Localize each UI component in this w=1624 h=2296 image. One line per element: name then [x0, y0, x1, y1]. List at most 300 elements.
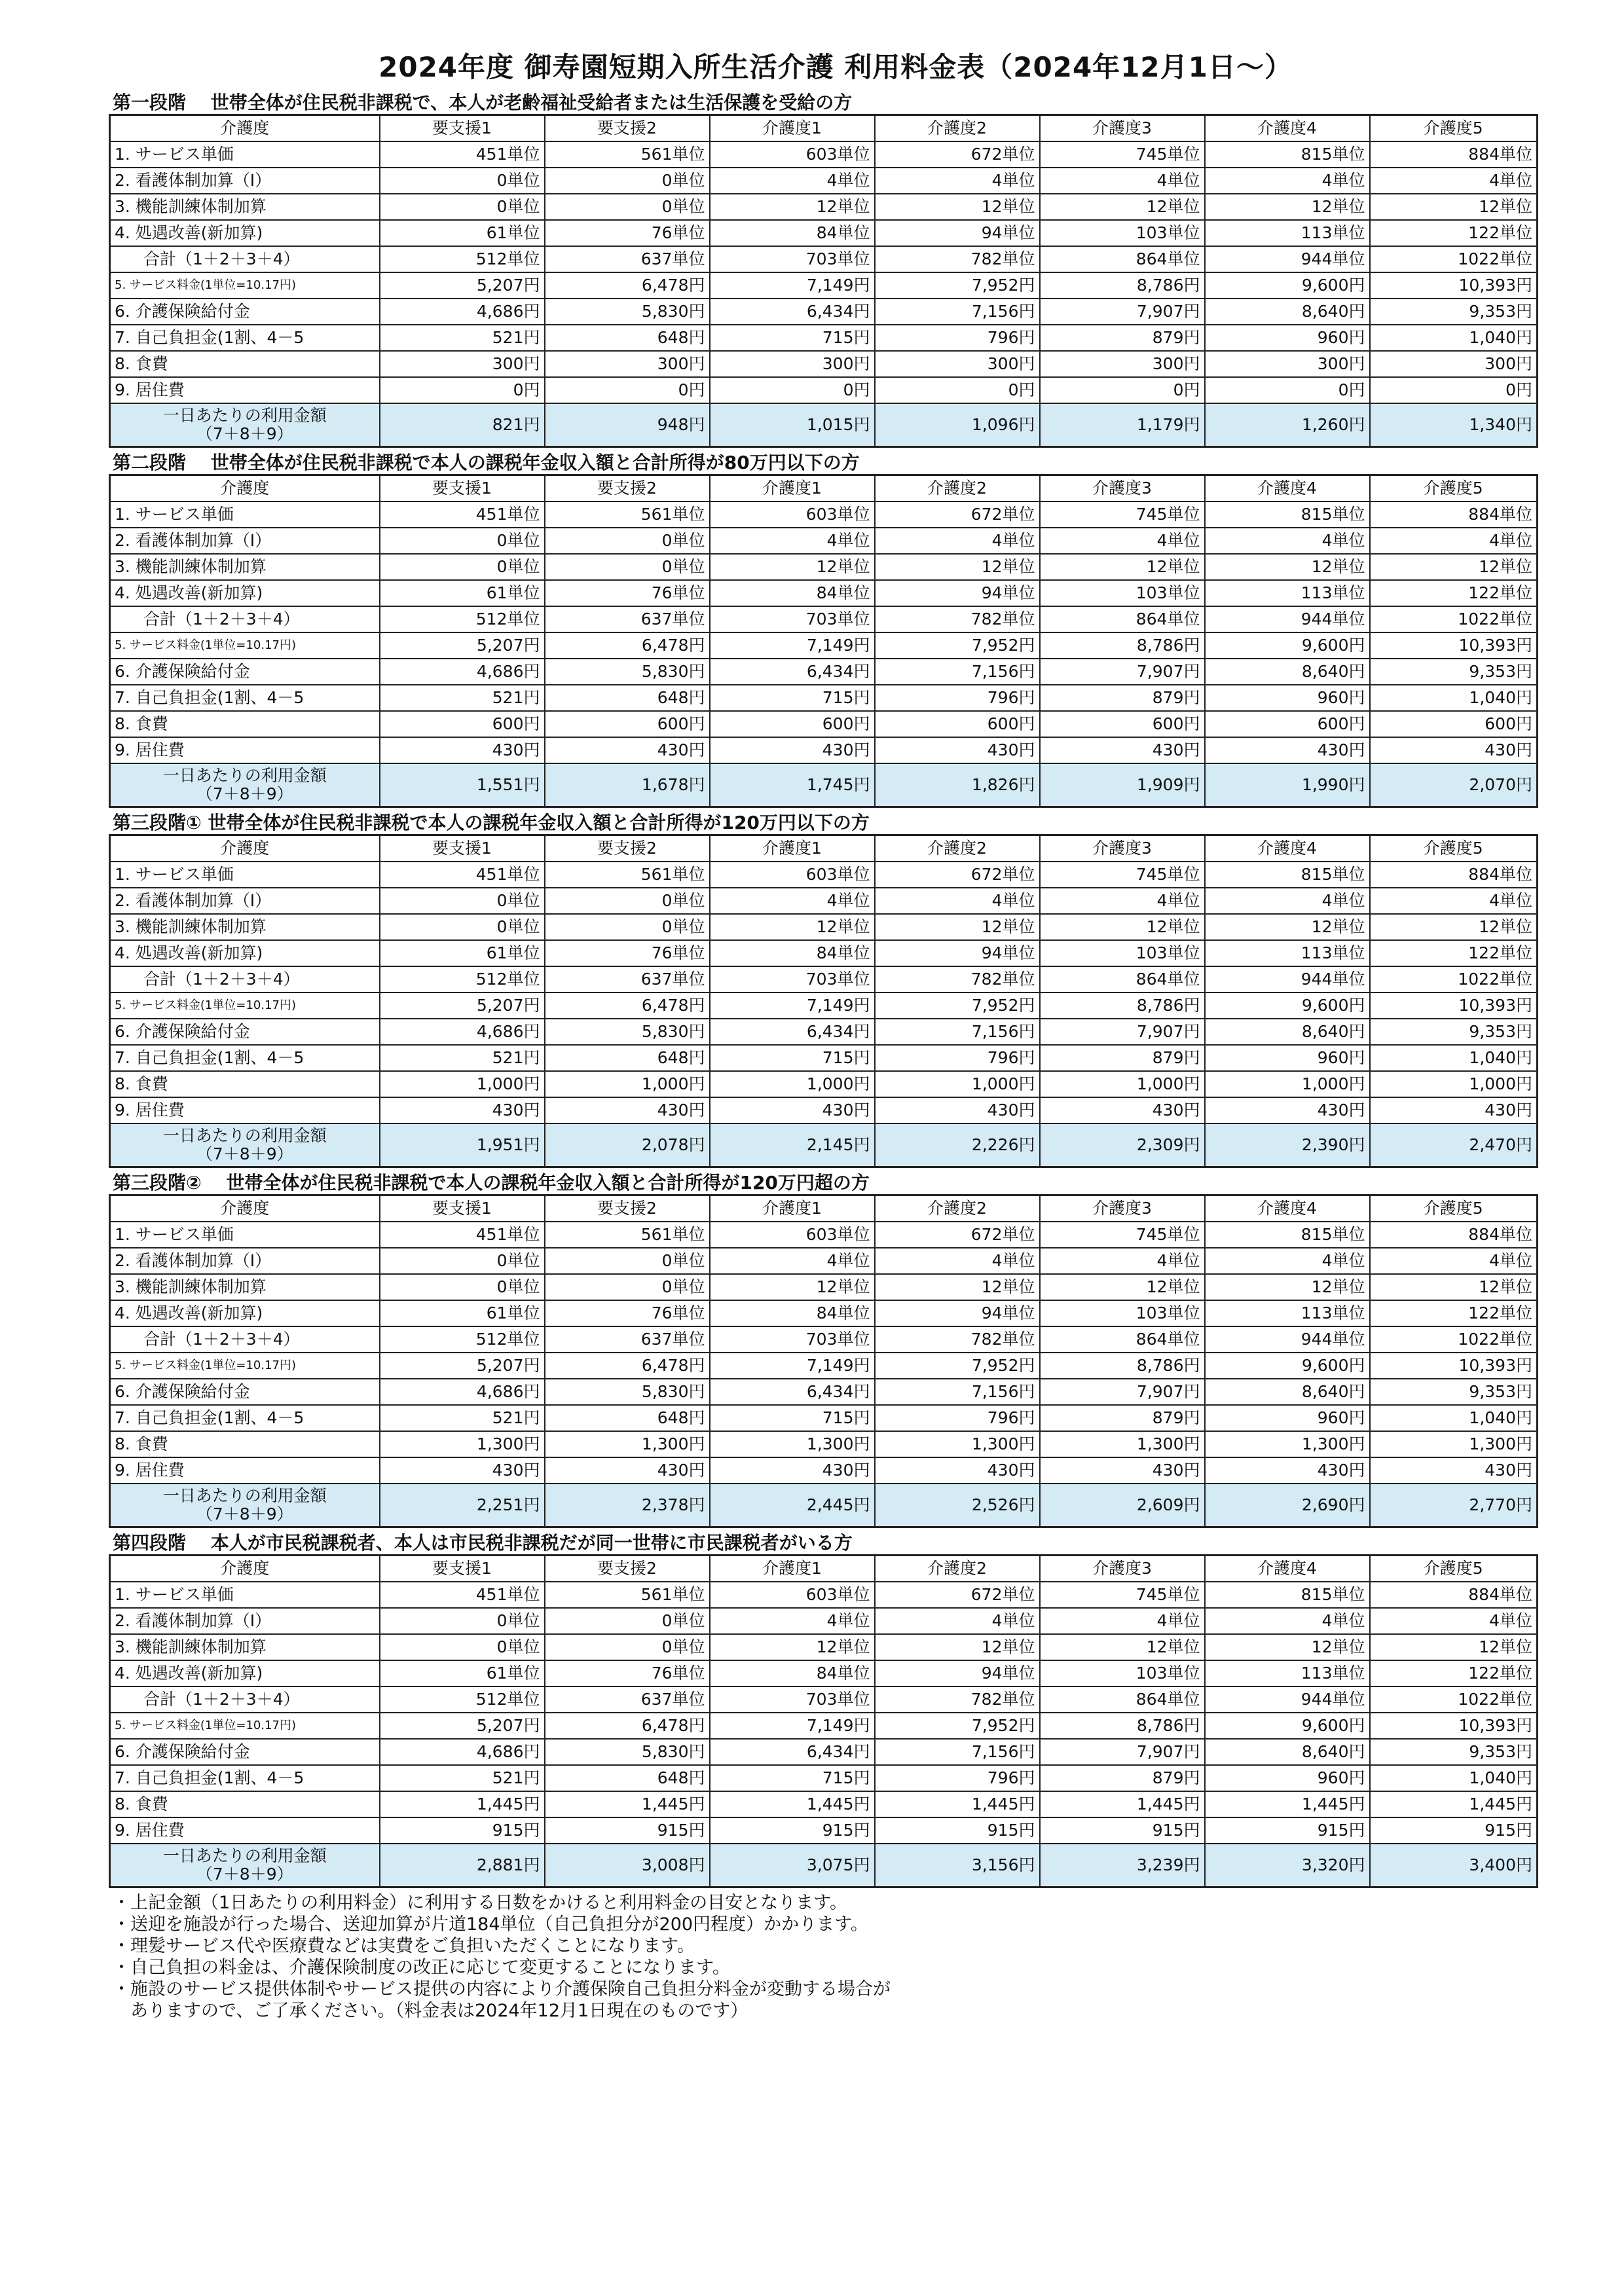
table-cell: 300円	[545, 351, 710, 377]
row-label: 8. 食費	[110, 1431, 380, 1457]
column-header: 介護度2	[875, 1195, 1040, 1222]
table-cell: 8,640円	[1205, 659, 1370, 685]
table-cell: 61単位	[380, 1300, 545, 1326]
table-cell: 10,393円	[1370, 272, 1538, 299]
table-cell: 122単位	[1370, 1660, 1538, 1686]
column-header: 介護度4	[1205, 115, 1370, 142]
table-cell: 796円	[875, 325, 1040, 351]
table-cell: 600円	[875, 711, 1040, 737]
table-cell: 637単位	[545, 966, 710, 993]
daily-total-cell: 1,990円	[1205, 763, 1370, 807]
table-cell: 12単位	[1370, 914, 1538, 940]
table-cell: 430円	[1205, 737, 1370, 763]
table-cell: 1,445円	[710, 1791, 875, 1817]
table-cell: 796円	[875, 1045, 1040, 1071]
table-row	[110, 914, 1538, 940]
table-cell: 9,353円	[1370, 299, 1538, 325]
table-cell: 815単位	[1205, 1582, 1370, 1608]
table-header-row	[110, 1556, 1538, 1582]
table-cell: 745単位	[1040, 1222, 1205, 1248]
table-row	[110, 940, 1538, 966]
table-header-row	[110, 475, 1538, 502]
table-cell: 1022単位	[1370, 606, 1538, 632]
table-cell: 715円	[710, 685, 875, 711]
table-cell: 103単位	[1040, 580, 1205, 606]
table-cell: 603単位	[710, 1222, 875, 1248]
row-label: 合計（1＋2＋3＋4）	[110, 606, 380, 632]
table-cell: 745単位	[1040, 862, 1205, 888]
table-cell: 8,786円	[1040, 632, 1205, 659]
table-cell: 561単位	[545, 1582, 710, 1608]
table-cell: 0単位	[545, 1248, 710, 1274]
table-cell: 1,000円	[1205, 1071, 1370, 1097]
table-cell: 7,156円	[875, 1739, 1040, 1765]
row-label: 9. 居住費	[110, 1457, 380, 1484]
table-cell: 0単位	[380, 554, 545, 580]
table-cell: 430円	[875, 1097, 1040, 1123]
table-cell: 12単位	[875, 1274, 1040, 1300]
table-cell: 864単位	[1040, 246, 1205, 272]
daily-total-label	[110, 403, 380, 447]
table-cell: 6,434円	[710, 1739, 875, 1765]
table-row	[110, 606, 1538, 632]
table-row	[110, 272, 1538, 299]
table-cell: 4単位	[1040, 888, 1205, 914]
table-cell: 300円	[1370, 351, 1538, 377]
daily-total-cell: 2,378円	[545, 1484, 710, 1527]
notes	[109, 1892, 1536, 2022]
table-cell: 1,445円	[1040, 1791, 1205, 1817]
daily-total-label-line2: （7＋8＋9）	[196, 1865, 293, 1884]
daily-total-row	[110, 763, 1538, 807]
table-cell: 879円	[1040, 1405, 1205, 1431]
table-cell: 0単位	[545, 1608, 710, 1634]
column-header: 介護度1	[710, 1556, 875, 1582]
table-cell: 703単位	[710, 1326, 875, 1353]
table-cell: 715円	[710, 1765, 875, 1791]
table-cell: 12単位	[710, 914, 875, 940]
table-cell: 430円	[1205, 1097, 1370, 1123]
table-cell: 12単位	[1370, 194, 1538, 220]
table-cell: 944単位	[1205, 246, 1370, 272]
table-cell: 4単位	[1370, 1608, 1538, 1634]
table-cell: 7,952円	[875, 1353, 1040, 1379]
table-cell: 960円	[1205, 1405, 1370, 1431]
daily-total-label-line2: （7＋8＋9）	[196, 424, 293, 443]
table-cell: 430円	[1370, 1097, 1538, 1123]
column-header: 介護度4	[1205, 1195, 1370, 1222]
column-header: 要支援2	[545, 1556, 710, 1582]
table-row	[110, 862, 1538, 888]
table-header-row	[110, 115, 1538, 142]
table-row	[110, 1379, 1538, 1405]
table-cell: 0単位	[545, 168, 710, 194]
table-cell: 703単位	[710, 606, 875, 632]
table-cell: 12単位	[1370, 554, 1538, 580]
table-cell: 61単位	[380, 940, 545, 966]
note-line: ・理髪サービス代や医療費などは実費をご負担いただくことになります。	[113, 1936, 695, 1956]
table-cell: 521円	[380, 325, 545, 351]
table-cell: 915円	[1205, 1817, 1370, 1844]
table-cell: 7,907円	[1040, 1019, 1205, 1045]
table-cell: 715円	[710, 325, 875, 351]
table-cell: 1,300円	[710, 1431, 875, 1457]
table-cell: 672単位	[875, 1222, 1040, 1248]
table-cell: 7,149円	[710, 1713, 875, 1739]
table-cell: 879円	[1040, 1045, 1205, 1071]
table-cell: 113単位	[1205, 940, 1370, 966]
table-cell: 672単位	[875, 141, 1040, 168]
column-header: 介護度5	[1370, 475, 1538, 502]
column-header: 要支援1	[380, 1195, 545, 1222]
row-label: 6. 介護保険給付金	[110, 299, 380, 325]
column-header: 介護度2	[875, 835, 1040, 862]
table-cell: 672単位	[875, 862, 1040, 888]
document-title: 2024年度 御寿園短期入所生活介護 利用料金表（2024年12月1日～）	[378, 51, 1293, 83]
table-cell: 0単位	[545, 1274, 710, 1300]
table-cell: 1,000円	[710, 1071, 875, 1097]
table-cell: 7,149円	[710, 993, 875, 1019]
table-cell: 884単位	[1370, 1582, 1538, 1608]
column-header: 介護度4	[1205, 475, 1370, 502]
fee-section	[109, 808, 1536, 1168]
table-row	[110, 659, 1538, 685]
table-cell: 648円	[545, 1765, 710, 1791]
table-cell: 1,000円	[1370, 1071, 1538, 1097]
fee-section	[109, 1528, 1536, 1888]
row-label: 2. 看護体制加算（Ⅰ）	[110, 1608, 380, 1634]
table-cell: 561単位	[545, 862, 710, 888]
daily-total-cell: 2,070円	[1370, 763, 1538, 807]
table-cell: 1022単位	[1370, 966, 1538, 993]
row-label: 4. 処遇改善(新加算)	[110, 580, 380, 606]
table-cell: 4単位	[1370, 888, 1538, 914]
daily-total-cell: 2,145円	[710, 1123, 875, 1167]
table-cell: 103単位	[1040, 940, 1205, 966]
column-header: 要支援1	[380, 115, 545, 142]
table-row	[110, 1353, 1538, 1379]
table-cell: 745単位	[1040, 141, 1205, 168]
table-cell: 0単位	[545, 914, 710, 940]
table-cell: 4単位	[710, 528, 875, 554]
table-cell: 61単位	[380, 1660, 545, 1686]
table-cell: 12単位	[710, 194, 875, 220]
table-row	[110, 1582, 1538, 1608]
table-cell: 0単位	[380, 888, 545, 914]
table-cell: 8,640円	[1205, 1739, 1370, 1765]
row-label: 6. 介護保険給付金	[110, 1379, 380, 1405]
table-cell: 0単位	[380, 194, 545, 220]
table-cell: 864単位	[1040, 1326, 1205, 1353]
table-cell: 12単位	[1205, 1634, 1370, 1660]
table-cell: 84単位	[710, 1660, 875, 1686]
table-cell: 4,686円	[380, 1379, 545, 1405]
table-cell: 7,156円	[875, 1019, 1040, 1045]
table-cell: 4単位	[1370, 1248, 1538, 1274]
table-cell: 12単位	[1040, 1634, 1205, 1660]
table-row	[110, 528, 1538, 554]
table-cell: 122単位	[1370, 940, 1538, 966]
table-cell: 0円	[875, 377, 1040, 403]
table-cell: 84単位	[710, 940, 875, 966]
table-cell: 300円	[875, 351, 1040, 377]
table-cell: 6,478円	[545, 1353, 710, 1379]
table-cell: 7,952円	[875, 1713, 1040, 1739]
table-cell: 5,830円	[545, 1739, 710, 1765]
table-cell: 9,600円	[1205, 1713, 1370, 1739]
table-cell: 1,445円	[1370, 1791, 1538, 1817]
table-row	[110, 1274, 1538, 1300]
daily-total-label-line1: 一日あたりの利用金額	[162, 1126, 327, 1145]
table-cell: 648円	[545, 325, 710, 351]
table-cell: 430円	[1040, 1097, 1205, 1123]
note-line: ・自己負担の料金は、介護保険制度の改正に応じて変更することになります。	[113, 1958, 730, 1978]
table-row	[110, 1405, 1538, 1431]
table-cell: 451単位	[380, 1222, 545, 1248]
section-title: 第二段階 世帯全体が住民税非課税で本人の課税年金収入額と合計所得が80万円以下の方	[113, 452, 860, 473]
table-cell: 122単位	[1370, 580, 1538, 606]
table-cell: 94単位	[875, 940, 1040, 966]
table-row	[110, 1326, 1538, 1353]
daily-total-cell: 821円	[380, 403, 545, 447]
table-cell: 300円	[710, 351, 875, 377]
table-cell: 884単位	[1370, 862, 1538, 888]
table-cell: 915円	[1370, 1817, 1538, 1844]
table-row	[110, 1097, 1538, 1123]
table-cell: 5,207円	[380, 1713, 545, 1739]
column-header: 要支援2	[545, 1195, 710, 1222]
table-cell: 0単位	[380, 1608, 545, 1634]
table-cell: 4単位	[1205, 528, 1370, 554]
table-cell: 1,000円	[545, 1071, 710, 1097]
column-header: 介護度1	[710, 835, 875, 862]
table-cell: 94単位	[875, 220, 1040, 246]
table-row	[110, 1686, 1538, 1713]
table-cell: 960円	[1205, 1765, 1370, 1791]
table-cell: 122単位	[1370, 1300, 1538, 1326]
table-cell: 815単位	[1205, 141, 1370, 168]
table-cell: 1,300円	[1205, 1431, 1370, 1457]
table-row	[110, 246, 1538, 272]
table-cell: 7,952円	[875, 272, 1040, 299]
table-cell: 4単位	[875, 1608, 1040, 1634]
table-cell: 944単位	[1205, 606, 1370, 632]
table-cell: 430円	[875, 1457, 1040, 1484]
table-cell: 915円	[1040, 1817, 1205, 1844]
daily-total-label-line2: （7＋8＋9）	[196, 784, 293, 803]
table-cell: 637単位	[545, 246, 710, 272]
column-header: 要支援2	[545, 835, 710, 862]
note-line: ・施設のサービス提供体制やサービス提供の内容により介護保険自己負担分料金が変動する場合が	[113, 1979, 891, 1999]
table-cell: 521円	[380, 685, 545, 711]
table-cell: 6,478円	[545, 1713, 710, 1739]
row-label: 7. 自己負担金(1割、4－5	[110, 685, 380, 711]
table-cell: 703単位	[710, 246, 875, 272]
table-cell: 600円	[1370, 711, 1538, 737]
table-cell: 796円	[875, 685, 1040, 711]
table-cell: 9,353円	[1370, 659, 1538, 685]
daily-total-cell: 3,239円	[1040, 1844, 1205, 1887]
row-label: 5. サービス料金(1単位=10.17円)	[110, 632, 380, 659]
row-label: 8. 食費	[110, 711, 380, 737]
column-header: 要支援2	[545, 115, 710, 142]
table-cell: 0単位	[545, 888, 710, 914]
table-row	[110, 1817, 1538, 1844]
table-cell: 0円	[545, 377, 710, 403]
table-row	[110, 1608, 1538, 1634]
daily-total-label-line2: （7＋8＋9）	[196, 1504, 293, 1523]
column-header: 介護度3	[1040, 835, 1205, 862]
table-cell: 6,434円	[710, 659, 875, 685]
table-cell: 879円	[1040, 1765, 1205, 1791]
table-cell: 451単位	[380, 862, 545, 888]
table-cell: 8,786円	[1040, 993, 1205, 1019]
table-cell: 12単位	[1040, 554, 1205, 580]
table-cell: 12単位	[710, 554, 875, 580]
table-cell: 600円	[710, 711, 875, 737]
table-cell: 4単位	[710, 888, 875, 914]
table-cell: 9,353円	[1370, 1739, 1538, 1765]
daily-total-label-line1: 一日あたりの利用金額	[162, 406, 327, 425]
row-label: 5. サービス料金(1単位=10.17円)	[110, 993, 380, 1019]
daily-total-cell: 3,075円	[710, 1844, 875, 1887]
table-cell: 864単位	[1040, 606, 1205, 632]
table-cell: 84単位	[710, 1300, 875, 1326]
table-cell: 512単位	[380, 606, 545, 632]
column-header: 介護度	[110, 1195, 380, 1222]
daily-total-cell: 3,400円	[1370, 1844, 1538, 1887]
table-cell: 944単位	[1205, 1326, 1370, 1353]
table-cell: 745単位	[1040, 1582, 1205, 1608]
table-cell: 9,353円	[1370, 1019, 1538, 1045]
daily-total-label-line2: （7＋8＋9）	[196, 1144, 293, 1163]
table-cell: 1,445円	[875, 1791, 1040, 1817]
fee-table	[109, 1194, 1538, 1528]
table-row	[110, 220, 1538, 246]
column-header: 介護度1	[710, 115, 875, 142]
table-cell: 512単位	[380, 966, 545, 993]
table-cell: 960円	[1205, 325, 1370, 351]
table-cell: 4単位	[710, 1248, 875, 1274]
row-label: 9. 居住費	[110, 737, 380, 763]
daily-total-cell: 1,096円	[875, 403, 1040, 447]
row-label: 7. 自己負担金(1割、4－5	[110, 1405, 380, 1431]
table-cell: 4,686円	[380, 1739, 545, 1765]
table-cell: 0単位	[380, 1634, 545, 1660]
table-cell: 4,686円	[380, 1019, 545, 1045]
table-cell: 1022単位	[1370, 246, 1538, 272]
daily-total-cell: 2,390円	[1205, 1123, 1370, 1167]
table-cell: 430円	[1040, 1457, 1205, 1484]
table-cell: 430円	[545, 737, 710, 763]
table-cell: 430円	[1040, 737, 1205, 763]
column-header: 介護度3	[1040, 1556, 1205, 1582]
table-cell: 1,300円	[380, 1431, 545, 1457]
table-cell: 8,786円	[1040, 272, 1205, 299]
table-cell: 4単位	[710, 168, 875, 194]
row-label: 6. 介護保険給付金	[110, 659, 380, 685]
column-header: 介護度	[110, 835, 380, 862]
daily-total-row	[110, 1123, 1538, 1167]
table-cell: 648円	[545, 1405, 710, 1431]
table-row	[110, 1071, 1538, 1097]
row-label: 4. 処遇改善(新加算)	[110, 940, 380, 966]
table-cell: 4,686円	[380, 299, 545, 325]
table-cell: 960円	[1205, 1045, 1370, 1071]
table-cell: 6,434円	[710, 1379, 875, 1405]
table-row	[110, 377, 1538, 403]
table-cell: 4単位	[875, 528, 1040, 554]
row-label: 1. サービス単価	[110, 141, 380, 168]
row-label: 8. 食費	[110, 351, 380, 377]
table-row	[110, 554, 1538, 580]
daily-total-cell: 3,320円	[1205, 1844, 1370, 1887]
table-cell: 1022単位	[1370, 1686, 1538, 1713]
table-row	[110, 168, 1538, 194]
row-label: 9. 居住費	[110, 377, 380, 403]
fee-table	[109, 834, 1538, 1168]
table-cell: 94単位	[875, 1300, 1040, 1326]
table-cell: 8,786円	[1040, 1713, 1205, 1739]
column-header: 介護度2	[875, 1556, 1040, 1582]
table-cell: 0円	[380, 377, 545, 403]
table-cell: 6,478円	[545, 993, 710, 1019]
table-cell: 76単位	[545, 1660, 710, 1686]
column-header: 介護度2	[875, 115, 1040, 142]
table-cell: 603単位	[710, 1582, 875, 1608]
table-cell: 0単位	[545, 194, 710, 220]
row-label: 2. 看護体制加算（Ⅰ）	[110, 528, 380, 554]
row-label: 合計（1＋2＋3＋4）	[110, 1686, 380, 1713]
table-cell: 122単位	[1370, 220, 1538, 246]
daily-total-cell: 948円	[545, 403, 710, 447]
table-cell: 915円	[710, 1817, 875, 1844]
table-cell: 5,207円	[380, 632, 545, 659]
table-cell: 1,000円	[875, 1071, 1040, 1097]
table-cell: 5,830円	[545, 1019, 710, 1045]
table-cell: 1,040円	[1370, 685, 1538, 711]
row-label: 合計（1＋2＋3＋4）	[110, 246, 380, 272]
table-cell: 715円	[710, 1405, 875, 1431]
table-cell: 561単位	[545, 141, 710, 168]
table-cell: 300円	[380, 351, 545, 377]
row-label: 8. 食費	[110, 1071, 380, 1097]
daily-total-cell: 2,881円	[380, 1844, 545, 1887]
table-cell: 715円	[710, 1045, 875, 1071]
table-cell: 4単位	[1040, 168, 1205, 194]
table-cell: 603単位	[710, 141, 875, 168]
table-cell: 430円	[380, 737, 545, 763]
column-header: 介護度5	[1370, 115, 1538, 142]
row-label: 5. サービス料金(1単位=10.17円)	[110, 272, 380, 299]
table-cell: 915円	[380, 1817, 545, 1844]
table-cell: 1,040円	[1370, 325, 1538, 351]
table-cell: 12単位	[875, 194, 1040, 220]
table-row	[110, 325, 1538, 351]
daily-total-cell: 2,470円	[1370, 1123, 1538, 1167]
table-row	[110, 501, 1538, 528]
table-cell: 879円	[1040, 325, 1205, 351]
table-cell: 782単位	[875, 1326, 1040, 1353]
table-cell: 815単位	[1205, 1222, 1370, 1248]
table-cell: 5,207円	[380, 272, 545, 299]
table-row	[110, 580, 1538, 606]
table-cell: 1,040円	[1370, 1765, 1538, 1791]
table-cell: 0単位	[545, 528, 710, 554]
table-row	[110, 711, 1538, 737]
row-label: 合計（1＋2＋3＋4）	[110, 966, 380, 993]
table-cell: 1,000円	[380, 1071, 545, 1097]
